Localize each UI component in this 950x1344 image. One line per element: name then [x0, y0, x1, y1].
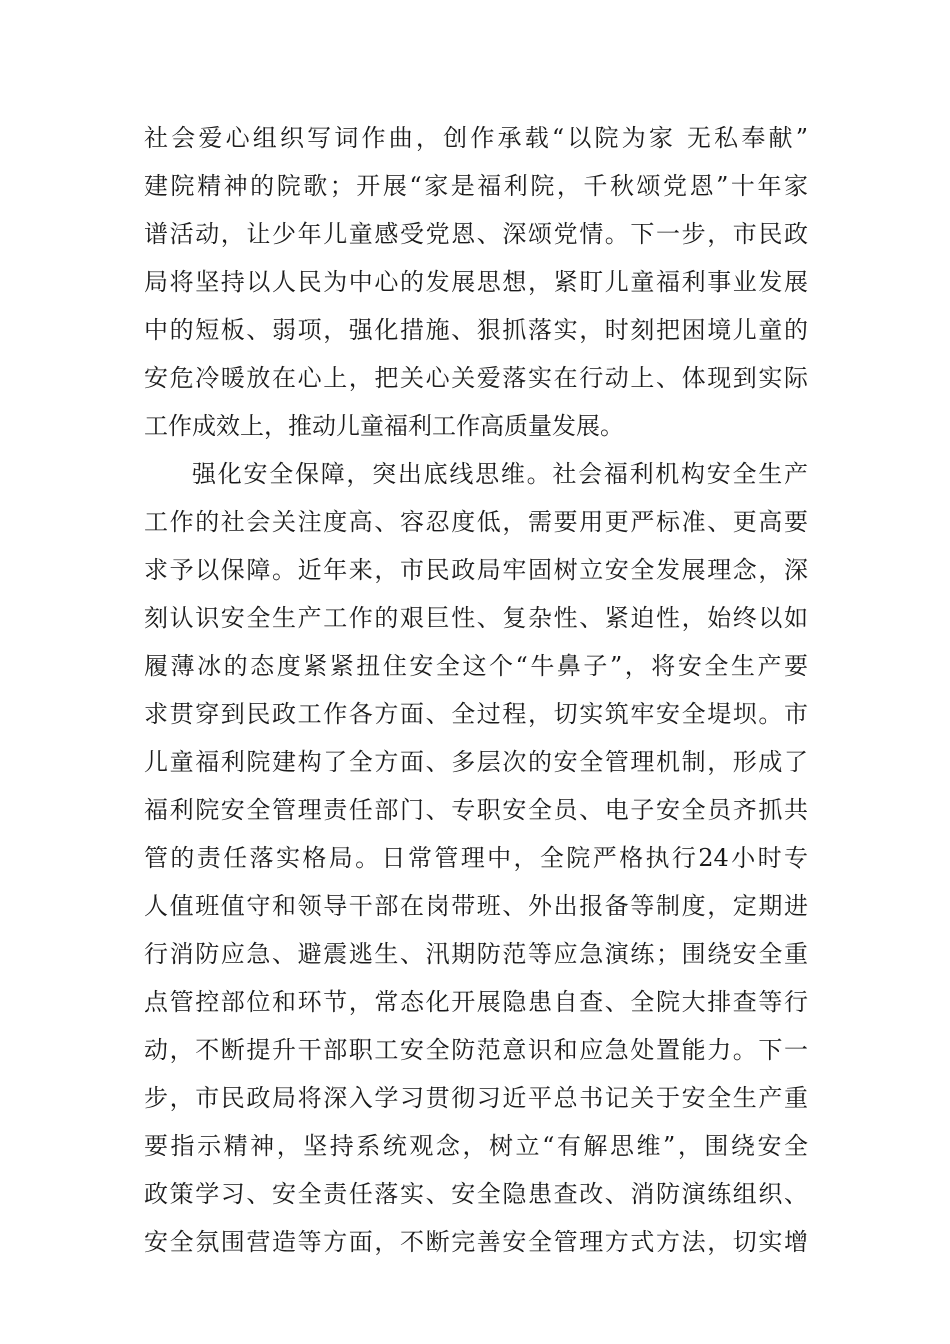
text-line-11: 刻认识安全生产工作的艰巨性、复杂性、紧迫性，始终以如	[144, 604, 808, 632]
text-line-16: 管的责任落实格局。日常管理中，全院严格执行24小时专	[144, 844, 808, 872]
text-line-23: 政策学习、安全责任落实、安全隐患查改、消防演练组织、	[144, 1180, 808, 1208]
text-line-2: 建院精神的院歌；开展“家是福利院，千秋颂党恩”十年家	[144, 172, 808, 200]
text-line-10: 求予以保障。近年来，市民政局牢固树立安全发展理念，深	[144, 556, 808, 584]
text-line-15: 福利院安全管理责任部门、专职安全员、电子安全员齐抓共	[144, 796, 808, 824]
text-line-8: 强化安全保障，突出底线思维。社会福利机构安全生产	[192, 460, 808, 488]
text-line-14: 儿童福利院建构了全方面、多层次的安全管理机制，形成了	[144, 748, 808, 776]
text-line-21: 步，市民政局将深入学习贯彻习近平总书记关于安全生产重	[144, 1084, 808, 1112]
text-line-20: 动，不断提升干部职工安全防范意识和应急处置能力。下一	[144, 1036, 808, 1064]
text-line-1: 社会爱心组织写词作曲，创作承载“以院为家 无私奉献”	[144, 124, 808, 152]
text-line-13: 求贯穿到民政工作各方面、全过程，切实筑牢安全堤坝。市	[144, 700, 808, 728]
text-line-19: 点管控部位和环节，常态化开展隐患自查、全院大排查等行	[144, 988, 808, 1016]
text-line-6: 安危冷暖放在心上，把关心关爱落实在行动上、体现到实际	[144, 364, 808, 392]
text-line-24: 安全氛围营造等方面，不断完善安全管理方式方法，切实增	[144, 1228, 808, 1256]
text-line-18: 行消防应急、避震逃生、汛期防范等应急演练；围绕安全重	[144, 940, 808, 968]
text-line-5: 中的短板、弱项，强化措施、狠抓落实，时刻把困境儿童的	[144, 316, 808, 344]
text-line-9: 工作的社会关注度高、容忍度低，需要用更严标准、更高要	[144, 508, 808, 536]
text-line-7: 工作成效上，推动儿童福利工作高质量发展。	[144, 412, 624, 440]
text-line-4: 局将坚持以人民为中心的发展思想，紧盯儿童福利事业发展	[144, 268, 808, 296]
text-line-3: 谱活动，让少年儿童感受党恩、深颂党情。下一步，市民政	[144, 220, 808, 248]
text-line-17: 人值班值守和领导干部在岗带班、外出报备等制度，定期进	[144, 892, 808, 920]
text-line-12: 履薄冰的态度紧紧扭住安全这个“牛鼻子”，将安全生产要	[144, 652, 808, 680]
text-line-22: 要指示精神，坚持系统观念，树立“有解思维”，围绕安全	[144, 1132, 808, 1160]
